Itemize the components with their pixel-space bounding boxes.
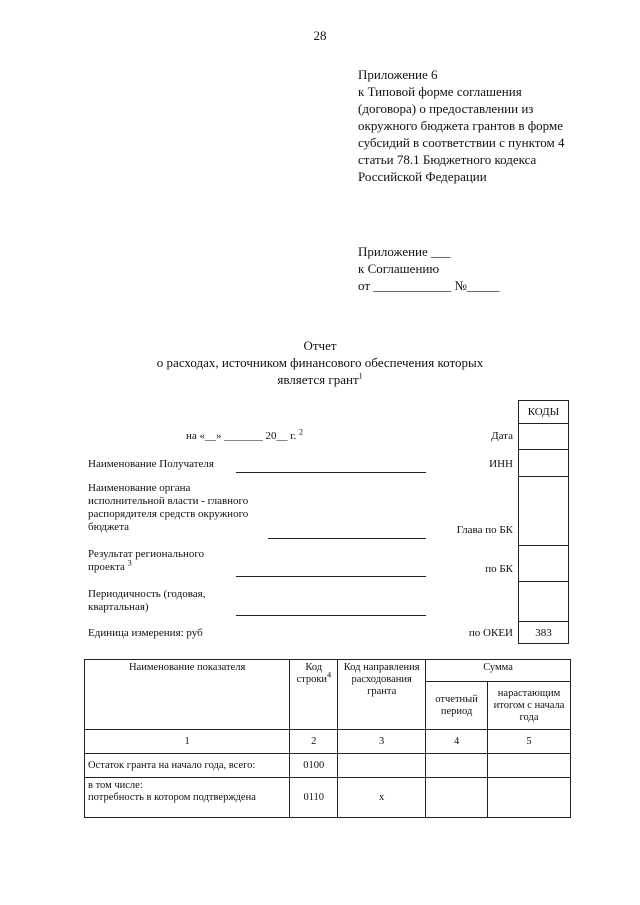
attachment-line: к Соглашению bbox=[358, 261, 440, 276]
period-field-line bbox=[236, 615, 426, 616]
attachment-line: от ____________ №_____ bbox=[358, 278, 500, 293]
code-cell-period bbox=[519, 582, 569, 622]
table-row bbox=[85, 754, 571, 778]
col-header-period: отчетный период bbox=[426, 682, 488, 730]
glava-label: Глава по БК bbox=[456, 524, 513, 536]
row-cumulative bbox=[488, 778, 571, 818]
col-number: 2 bbox=[290, 730, 338, 754]
code-cell-po-bk bbox=[519, 546, 569, 582]
unit-label: Единица измерения: руб bbox=[88, 627, 203, 639]
table-row bbox=[85, 778, 571, 818]
recipient-label: Наименование Получателя bbox=[88, 458, 214, 470]
attachment-block bbox=[358, 243, 499, 294]
organ-field-line bbox=[268, 538, 426, 539]
annex-line: окружного бюджета грантов в форме bbox=[358, 118, 563, 133]
period-label: Периодичность (годовая, квартальная) bbox=[88, 588, 206, 613]
col-number: 3 bbox=[338, 730, 426, 754]
report-title-line: Отчет bbox=[303, 338, 337, 353]
annex-line: статьи 78.1 Бюджетного кодекса bbox=[358, 152, 537, 167]
row-period bbox=[426, 754, 488, 778]
date-label: Дата bbox=[491, 430, 513, 442]
report-title-line: о расходах, источником финансового обеспечения которых bbox=[156, 355, 484, 370]
po-bk-label: по БК bbox=[485, 563, 513, 575]
code-cell-glava bbox=[519, 477, 569, 546]
report-title bbox=[120, 337, 520, 388]
annex-line: Российской Федерации bbox=[358, 169, 487, 184]
row-period bbox=[426, 778, 488, 818]
report-title-line: является грант bbox=[277, 372, 359, 387]
project-field-line bbox=[236, 576, 426, 577]
attachment-line: Приложение ___ bbox=[358, 244, 451, 259]
footnote-mark: 1 bbox=[358, 371, 363, 381]
col-number: 5 bbox=[488, 730, 571, 754]
row-cumulative bbox=[488, 754, 571, 778]
footnote-mark: 2 bbox=[299, 427, 304, 437]
page-number: 28 bbox=[313, 28, 327, 43]
code-cell-date bbox=[519, 424, 569, 450]
col-header-direction: Код направления расходования гранта bbox=[338, 660, 426, 730]
report-date-line: на «__» _______ 20__ г. $^2$ bbox=[186, 427, 304, 442]
inn-label: ИНН bbox=[489, 458, 513, 470]
col-header-cumulative: нарастающим итогом с начала года bbox=[488, 682, 571, 730]
code-cell-okei: 383 bbox=[519, 622, 569, 644]
row-name: в том числе: потребность в котором подтверждена bbox=[85, 778, 290, 818]
recipient-field-line bbox=[236, 472, 426, 473]
expense-table bbox=[84, 659, 571, 818]
col-number: 4 bbox=[426, 730, 488, 754]
footnote-mark: 4 bbox=[327, 670, 332, 680]
col-header-code: Код строки$^4$ bbox=[290, 660, 338, 730]
annex-line: (договора) о предоставлении из bbox=[358, 101, 534, 116]
okei-label: по ОКЕИ bbox=[468, 627, 513, 639]
footnote-mark: 3 bbox=[127, 558, 132, 568]
row-direction bbox=[338, 754, 426, 778]
annex-line: субсидий в соответствии с пунктом 4 bbox=[358, 135, 565, 150]
annex-line: Приложение 6 bbox=[358, 67, 438, 82]
annex-line: к Типовой форме соглашения bbox=[358, 84, 522, 99]
row-name: Остаток гранта на начало года, всего: bbox=[85, 754, 290, 778]
codes-header: КОДЫ bbox=[519, 401, 569, 424]
col-number: 1 bbox=[85, 730, 290, 754]
organ-label: Наименование органа исполнительной власти - главного распорядителя средств окружного бюджета bbox=[88, 482, 249, 533]
project-label: Результат регионального проекта $^3$ bbox=[88, 548, 205, 573]
annex-block bbox=[358, 66, 598, 185]
codes-table bbox=[518, 400, 569, 644]
row-code: 0110 bbox=[290, 778, 338, 818]
row-code: 0100 bbox=[290, 754, 338, 778]
col-header-indicator: Наименование показателя bbox=[85, 660, 290, 730]
row-direction: x bbox=[338, 778, 426, 818]
col-header-sum: Сумма bbox=[426, 660, 571, 682]
code-cell-inn bbox=[519, 450, 569, 477]
